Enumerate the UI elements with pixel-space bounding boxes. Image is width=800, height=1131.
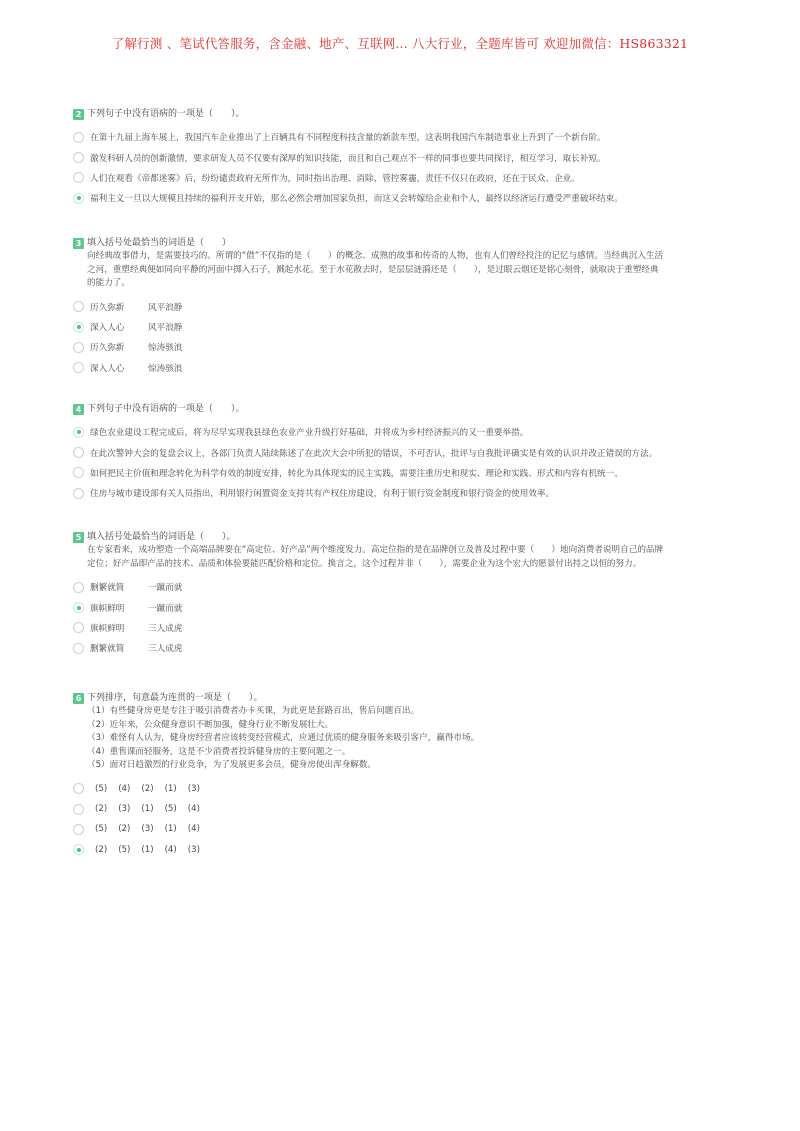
option-text: 福利主义一旦以大规模且持续的福利开支开始，那么必然会增加国家负担，而这又会转嫁给企业和个人，最终以经济运行遭受严重破坏结束。 bbox=[90, 194, 623, 205]
question-3 bbox=[73, 237, 733, 378]
passage-line: （3）难怪有人认为，健身房经营者应该转变经营模式，应通过优质的健身服务来吸引客户，赢得市场。 bbox=[87, 733, 480, 743]
option-c[interactable] bbox=[73, 168, 733, 188]
seq-item: (3) bbox=[187, 844, 200, 855]
question-number-badge: 3 bbox=[73, 238, 84, 249]
passage-line: （2）近年来，公众健身意识不断加强，健身行业不断发展壮大。 bbox=[87, 719, 334, 730]
question-number-badge: 4 bbox=[73, 404, 84, 415]
option-text: 绿色农业建设工程完成后，将为尽早实现我县绿色农业产业升级打好基础，并将成为乡村经济振兴的又一重要举措。 bbox=[90, 428, 529, 439]
option-b[interactable] bbox=[73, 147, 733, 167]
radio-button[interactable] bbox=[73, 804, 84, 815]
option-b[interactable] bbox=[73, 799, 733, 819]
seq-item: (5) bbox=[164, 804, 177, 815]
option-list bbox=[73, 779, 733, 861]
option-word-2: 风平浪静 bbox=[148, 323, 183, 334]
option-c[interactable] bbox=[73, 618, 733, 638]
passage-line: 之河，重塑经典便如同向平静的河面中掷入石子，溅起水花。至于水花散去时，是层层涟漪还是（ ），是过眼云烟还是铭心刻骨，就取决于重塑经典 bbox=[87, 264, 659, 275]
question-passage bbox=[87, 250, 733, 291]
question-passage bbox=[87, 705, 733, 773]
question-header bbox=[73, 108, 733, 121]
question-passage bbox=[87, 544, 733, 571]
radio-button[interactable] bbox=[73, 783, 84, 794]
question-5 bbox=[73, 531, 733, 659]
option-a[interactable] bbox=[73, 577, 733, 597]
option-list bbox=[73, 297, 733, 379]
passage-line: 定位；好产品即产品的技术、品质和体验要能匹配价格和定位。换言之，这个过程并非（ ），需要企业为这个宏大的愿景付出持之以恒的努力。 bbox=[87, 558, 642, 569]
option-text: 住房与城市建设部有关人员指出，利用银行闲置资金支持共有产权住房建设，有利于银行资金制度和银行资金的使用效率。 bbox=[90, 489, 555, 500]
seq-item: (1) bbox=[164, 824, 177, 835]
seq-item: (1) bbox=[164, 783, 177, 794]
option-list bbox=[73, 577, 733, 659]
seq-item: (3) bbox=[141, 824, 154, 835]
radio-button[interactable] bbox=[73, 152, 84, 163]
option-word-2: 惊涛骇浪 bbox=[148, 343, 183, 354]
option-word-1: 删繁就简 bbox=[90, 644, 125, 655]
radio-button[interactable] bbox=[73, 824, 84, 835]
option-word-2: 三人成虎 bbox=[148, 623, 183, 634]
option-word-1: 旗帜鲜明 bbox=[90, 623, 125, 634]
radio-button[interactable] bbox=[73, 447, 84, 458]
question-header bbox=[73, 531, 733, 544]
radio-button[interactable] bbox=[73, 362, 84, 373]
passage-line: （1）有些健身房更是专注于吸引消费者办卡买课，为此更是套路百出，售后问题百出。 bbox=[87, 706, 420, 716]
seq-item: (5) bbox=[95, 824, 108, 835]
passage-line: （4）重售课而轻服务，这是不少消费者投诉健身房的主要问题之一。 bbox=[87, 746, 351, 757]
question-number-badge: 6 bbox=[73, 693, 84, 704]
radio-button[interactable] bbox=[73, 622, 84, 633]
passage-line: 在专家看来，成功塑造一个高端品牌要在“高定位、好产品”两个维度发力。高定位指的是在品牌创立及普及过程中要（ ）地向消费者说明自己的品牌 bbox=[87, 545, 664, 555]
question-title: 填入括号处最恰当的词语是（ ）。 bbox=[87, 532, 236, 542]
option-d[interactable] bbox=[73, 483, 733, 503]
radio-button[interactable] bbox=[73, 582, 84, 593]
radio-button[interactable] bbox=[73, 467, 84, 478]
radio-button[interactable] bbox=[73, 322, 84, 333]
radio-button[interactable] bbox=[73, 844, 84, 855]
option-word-2: 三人成虎 bbox=[148, 644, 183, 655]
option-a[interactable] bbox=[73, 297, 733, 317]
radio-button[interactable] bbox=[73, 132, 84, 143]
passage-line: 的能力了。 bbox=[87, 278, 130, 288]
option-d[interactable] bbox=[73, 358, 733, 378]
option-a[interactable] bbox=[73, 422, 733, 442]
seq-item: (2) bbox=[118, 824, 131, 835]
radio-button[interactable] bbox=[73, 602, 84, 613]
option-d[interactable] bbox=[73, 638, 733, 658]
option-word-1: 深入人心 bbox=[90, 363, 125, 374]
option-word-1: 旗帜鲜明 bbox=[90, 603, 125, 614]
seq-item: (3) bbox=[187, 783, 200, 794]
option-a[interactable] bbox=[73, 127, 733, 147]
seq-item: (5) bbox=[95, 783, 108, 794]
option-c[interactable] bbox=[73, 819, 733, 839]
question-2 bbox=[73, 108, 733, 209]
option-word-1: 历久弥新 bbox=[90, 343, 125, 354]
option-c[interactable] bbox=[73, 337, 733, 357]
option-word-2: 风平浪静 bbox=[148, 302, 183, 313]
radio-button[interactable] bbox=[73, 427, 84, 438]
seq-item: (4) bbox=[187, 824, 200, 835]
radio-button[interactable] bbox=[73, 488, 84, 499]
option-d[interactable] bbox=[73, 840, 733, 860]
option-text: 在第十九届上海车展上，我国汽车企业推出了上百辆具有不同程度科技含量的新款车型，这表明我国汽车制造事业上升到了一个新台阶。 bbox=[90, 133, 606, 144]
option-list bbox=[73, 422, 733, 504]
option-word-1: 删繁就简 bbox=[90, 583, 125, 594]
seq-item: (3) bbox=[118, 804, 131, 815]
question-header bbox=[73, 403, 733, 416]
question-4 bbox=[73, 403, 733, 504]
question-title: 下列排序，句意最为连贯的一项是（ ）。 bbox=[87, 693, 263, 703]
question-number-badge: 5 bbox=[73, 532, 84, 543]
seq-item: (1) bbox=[141, 804, 154, 815]
radio-button[interactable] bbox=[73, 643, 84, 654]
option-text: 在此次警钟大会的复盘会议上，各部门负责人陆续陈述了在此次大会中所犯的错误，不可否认，批评与自我批评确实是有效的认识并改正错误的方法。 bbox=[90, 448, 658, 459]
radio-button[interactable] bbox=[73, 172, 84, 183]
seq-item: (4) bbox=[118, 783, 131, 794]
seq-item: (4) bbox=[187, 804, 200, 815]
seq-item: (5) bbox=[118, 844, 131, 855]
option-b[interactable] bbox=[73, 317, 733, 337]
option-word-2: 惊涛骇浪 bbox=[148, 363, 183, 374]
question-header bbox=[73, 237, 733, 250]
radio-button[interactable] bbox=[73, 342, 84, 353]
contact-banner: 了解行测 、笔试代答服务，含金融、地产、互联网... 八大行业，全题库皆可 欢迎加微信：HS863321 bbox=[111, 36, 689, 51]
seq-item: (2) bbox=[95, 844, 108, 855]
question-title: 填入括号处最恰当的词语是（ ） bbox=[87, 238, 232, 248]
radio-button[interactable] bbox=[73, 193, 84, 204]
option-d[interactable] bbox=[73, 188, 733, 208]
option-a[interactable] bbox=[73, 779, 733, 799]
seq-item: (2) bbox=[141, 783, 154, 794]
seq-item: (2) bbox=[95, 804, 108, 815]
option-word-2: 一蹴而就 bbox=[148, 603, 183, 614]
option-b[interactable] bbox=[73, 442, 733, 462]
question-title: 下列句子中没有语病的一项是（ ）。 bbox=[87, 404, 245, 414]
seq-item: (4) bbox=[164, 844, 177, 855]
question-title: 下列句子中没有语病的一项是（ ）。 bbox=[87, 109, 245, 119]
passage-line: （5）面对日趋激烈的行业竞争，为了发展更多会员，健身房使出浑身解数。 bbox=[87, 760, 377, 770]
option-word-1: 深入人心 bbox=[90, 323, 125, 334]
option-c[interactable] bbox=[73, 463, 733, 483]
option-text: 人们在观看《帝都迷雾》后，纷纷谴责政府无所作为，同时指出治理、消除、管控雾霾，责任不仅只在政府，还在于民众、企业。 bbox=[90, 173, 580, 184]
radio-button[interactable] bbox=[73, 301, 84, 312]
question-number-badge: 2 bbox=[73, 109, 84, 120]
passage-line: 向经典故事借力，是需要技巧的。所谓的“借”不仅指的是（ ）的概念、成熟的故事和传奇的人物，也有人们曾经投注的记忆与感情。当经典沉入生活 bbox=[87, 251, 664, 261]
option-list bbox=[73, 127, 733, 209]
option-word-2: 一蹴而就 bbox=[148, 583, 183, 594]
option-text: 如何把民主价值和理念转化为科学有效的制度安排，转化为具体现实的民主实践，需要注重历史和现实、理论和实践、形式和内容有机统一。 bbox=[90, 468, 623, 479]
option-text: 激发科研人员的创新激情，要求研发人员不仅要有深厚的知识技能，而且和自己观点不一样的同事也要共同探讨，相互学习，取长补短。 bbox=[90, 153, 606, 164]
option-word-1: 历久弥新 bbox=[90, 302, 125, 313]
seq-item: (1) bbox=[141, 844, 154, 855]
question-header bbox=[73, 692, 733, 705]
option-b[interactable] bbox=[73, 597, 733, 617]
question-6 bbox=[73, 692, 733, 860]
